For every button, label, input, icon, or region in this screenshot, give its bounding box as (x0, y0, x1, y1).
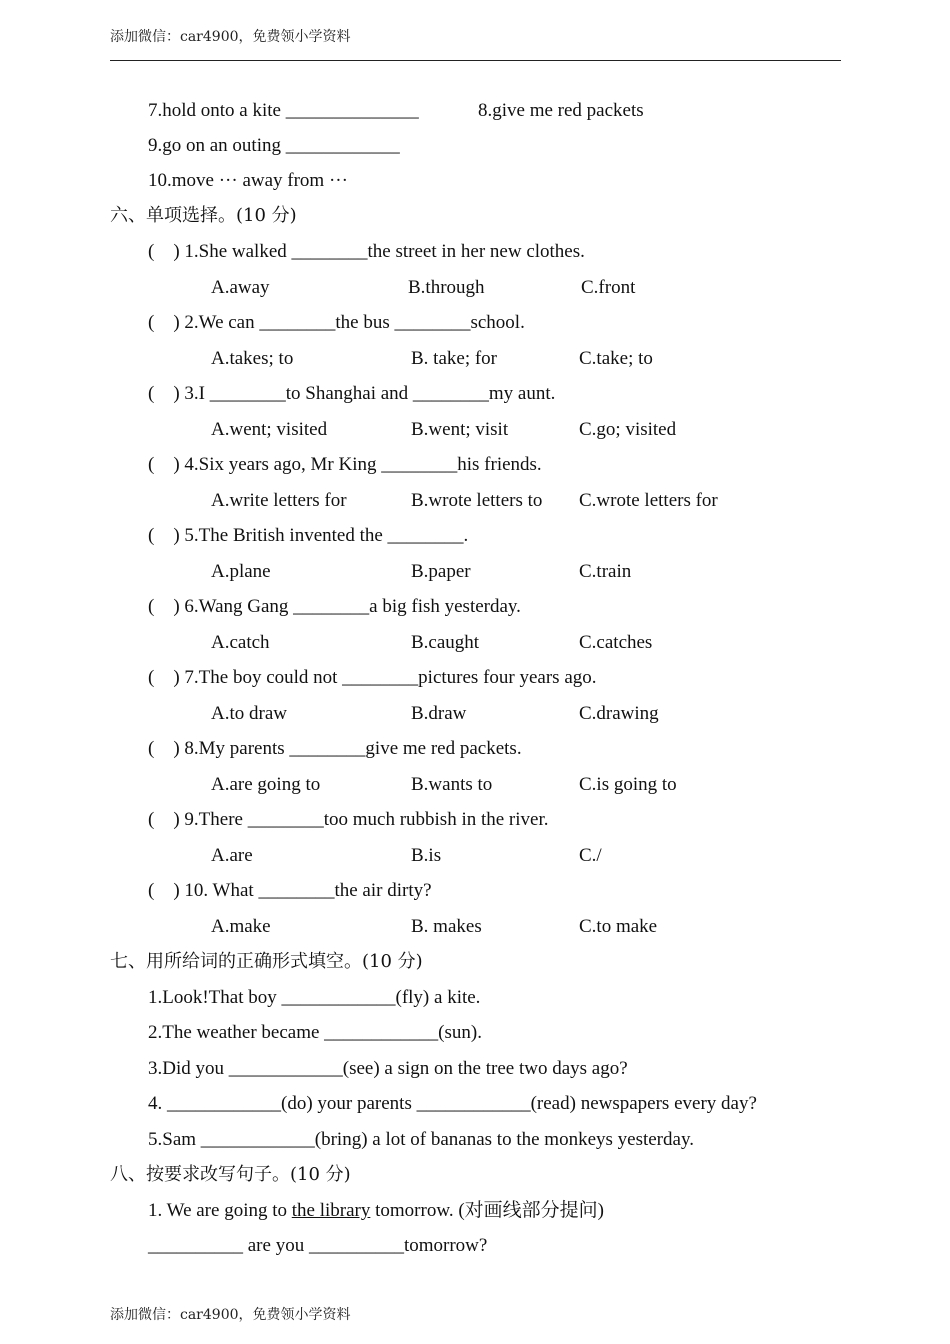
s5-item-7: 7.hold onto a kite ______________ (148, 100, 419, 121)
s7-item-5: 5.Sam ____________(bring) a lot of bananas to the monkeys yesterday. (148, 1129, 694, 1150)
s6-q1-stem: ( ) 1.She walked ________the street in her new clothes. (148, 241, 585, 262)
s5-item-9: 9.go on an outing ____________ (148, 135, 400, 156)
s6-q2-option-a: A.takes; to (211, 348, 294, 369)
s6-q7-option-b: B.draw (411, 703, 467, 724)
s8-item-1-suffix: tomorrow. (对画线部分提问) (370, 1200, 604, 1221)
s6-q3-option-c: C.go; visited (579, 419, 677, 440)
s8-item-1-answer: __________ are you __________tomorrow? (148, 1235, 488, 1256)
s6-q10-option-b: B. makes (411, 916, 482, 937)
s6-q9-option-b: B.is (411, 845, 442, 866)
s6-q4-option-b: B.wrote letters to (411, 490, 543, 511)
s6-q3-option-a: A.went; visited (211, 419, 328, 440)
s6-q9-option-a: A.are (211, 845, 253, 866)
s7-item-1: 1.Look!That boy ____________(fly) a kite. (148, 987, 481, 1008)
section8-title: 八、按要求改写句子。(10 分) (110, 1164, 351, 1185)
s6-q6-option-b: B.caught (411, 632, 480, 653)
s7-item-4: 4. ____________(do) your parents ____________(read) newspapers every day? (148, 1093, 757, 1114)
s5-item-8: 8.give me red packets (478, 100, 644, 121)
s7-item-2: 2.The weather became ____________(sun). (148, 1022, 482, 1043)
s6-q8-stem: ( ) 8.My parents ________give me red packets. (148, 738, 522, 759)
s6-q9-option-c: C./ (579, 845, 602, 866)
s6-q2-stem: ( ) 2.We can ________the bus ________school. (148, 312, 525, 333)
page-footer: 添加微信：car4900，免费领小学资料 (110, 1307, 351, 1323)
s6-q5-option-c: C.train (579, 561, 632, 582)
s6-q8-option-c: C.is going to (579, 774, 677, 795)
s6-q1-option-a: A.away (211, 277, 270, 298)
page-header: 添加微信：car4900，免费领小学资料 (110, 29, 351, 45)
section7-title: 七、用所给词的正确形式填空。(10 分) (110, 951, 423, 972)
s6-q7-option-a: A.to draw (211, 703, 287, 724)
s6-q5-option-a: A.plane (211, 561, 271, 582)
s5-item-10: 10.move ··· away from ··· (148, 170, 348, 191)
s6-q5-option-b: B.paper (411, 561, 471, 582)
s6-q4-option-a: A.write letters for (211, 490, 347, 511)
s8-item-1-prefix: 1. We are going to (148, 1200, 292, 1221)
header-rule (110, 60, 841, 61)
s6-q10-stem: ( ) 10. What ________the air dirty? (148, 880, 432, 901)
s6-q7-stem: ( ) 7.The boy could not ________pictures four years ago. (148, 667, 597, 688)
s6-q9-stem: ( ) 9.There ________too much rubbish in the river. (148, 809, 549, 830)
s6-q6-option-a: A.catch (211, 632, 270, 653)
s6-q3-stem: ( ) 3.I ________to Shanghai and ________my aunt. (148, 383, 556, 404)
s6-q3-option-b: B.went; visit (411, 419, 509, 440)
section6-title: 六、单项选择。(10 分) (110, 205, 297, 226)
s6-q4-option-c: C.wrote letters for (579, 490, 718, 511)
s6-q5-stem: ( ) 5.The British invented the ________. (148, 525, 469, 546)
s8-item-1 (148, 1199, 604, 1223)
s6-q4-stem: ( ) 4.Six years ago, Mr King ________his friends. (148, 454, 542, 475)
s6-q2-option-c: C.take; to (579, 348, 653, 369)
s7-item-3: 3.Did you ____________(see) a sign on the tree two days ago? (148, 1058, 628, 1079)
s6-q10-option-c: C.to make (579, 916, 658, 937)
s6-q10-option-a: A.make (211, 916, 271, 937)
s6-q7-option-c: C.drawing (579, 703, 659, 724)
s6-q6-stem: ( ) 6.Wang Gang ________a big fish yesterday. (148, 596, 521, 617)
s6-q2-option-b: B. take; for (411, 348, 498, 369)
s6-q1-option-b: B.through (408, 277, 485, 298)
s8-item-1-underlined: the library (291, 1200, 371, 1221)
s6-q6-option-c: C.catches (579, 632, 653, 653)
s6-q1-option-c: C.front (581, 277, 636, 298)
s6-q8-option-a: A.are going to (211, 774, 321, 795)
s6-q8-option-b: B.wants to (411, 774, 493, 795)
